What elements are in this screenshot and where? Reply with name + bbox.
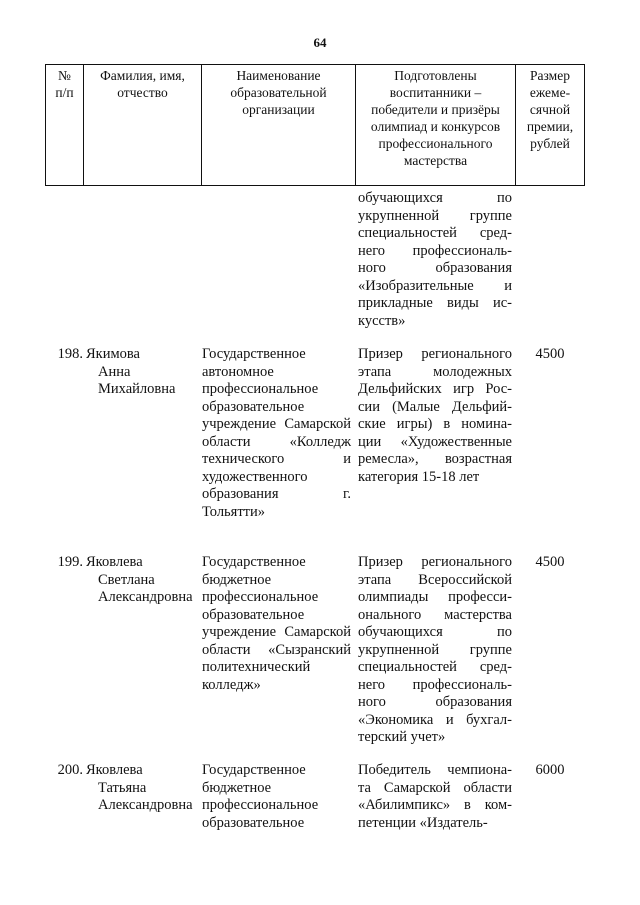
header-amount: Размер ежеме- сячной премии, рублей (526, 68, 574, 151)
page-number: 64 (313, 35, 327, 50)
organization: Государственное автономное профессиональное образовательное учреждение Самарской области «Колледж технического и художественного образования г. Тольятти» (202, 346, 351, 520)
surname: Якимова (86, 346, 140, 362)
header-fio: Фамилия, имя, отчество (100, 68, 185, 100)
patronymic: Александровна (98, 797, 193, 813)
table-header (45, 64, 585, 186)
header-org: Наименование образовательной организации (230, 68, 327, 117)
patronymic: Александровна (98, 589, 193, 605)
first-name: Анна (98, 363, 131, 380)
row-number: 199. (57, 554, 83, 570)
row-number: 198. (57, 346, 83, 362)
achievement: Победитель чемпиона-та Самарской области «Абилимпикс» в ком-петенции «Издатель- (358, 762, 512, 831)
achievement: Призер регионального этапа молодежных Дельфийских игр Рос-сии (Малые Дельфий-ские игры) в номина-ции «Художественные ремесла», возрастная категория 15-18 лет (358, 346, 512, 485)
header-num: № п/п (55, 68, 74, 100)
achievement: Призер регионального этапа Всероссийской олимпиады професси-онального мастерства обучающихся по укрупненной группе специальностей сред-него профессиональ-ного образования «Экономика и бухгал-терский учет» (358, 554, 512, 745)
person-name (86, 762, 196, 815)
bonus-amount: 4500 (535, 346, 565, 362)
bonus-amount: 6000 (535, 762, 565, 778)
bonus-amount: 4500 (535, 554, 565, 570)
person-name (86, 554, 196, 607)
person-name (86, 346, 196, 399)
organization: Государственное бюджетное профессиональное образовательное учреждение Самарской области «Сызранский политехнический колледж» (202, 554, 351, 693)
patronymic: Михайловна (98, 381, 176, 397)
first-name: Светлана (98, 571, 155, 588)
header-achievement: Подготовлены воспитанники – победители и призёры олимпиад и конкурсов профессионального мастерства (370, 68, 501, 168)
first-name: Татьяна (98, 779, 147, 796)
surname: Яковлева (86, 762, 143, 778)
organization: Государственное бюджетное профессиональное образовательное (202, 762, 319, 831)
continuation-achievement: обучающихся по укрупненной группе специальностей сред-него профессиональ-ного образования «Изобразительные и прикладные виды ис-кусств» (358, 190, 512, 329)
surname: Яковлева (86, 554, 143, 570)
row-number: 200. (57, 762, 83, 778)
